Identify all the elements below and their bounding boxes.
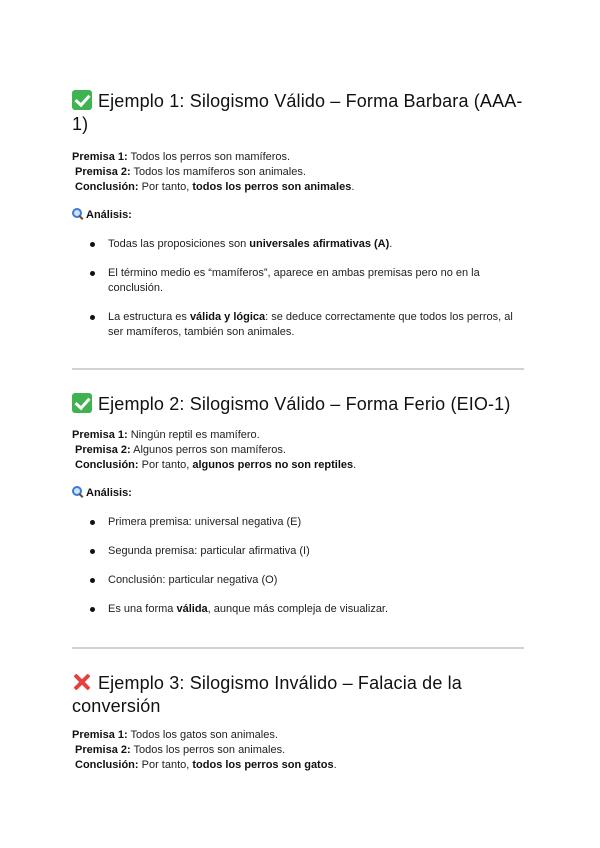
premise-2: Premisa 2: Algunos perros son mamíferos. — [75, 444, 286, 456]
list-item: Todas las proposiciones son universales afirmativas (A). — [72, 237, 524, 252]
premise-2: Premisa 2: Todos los mamíferos son animales. — [75, 166, 306, 178]
conclusion: Conclusión: Por tanto, todos los perros son animales. — [75, 181, 355, 193]
premise-1: Premisa 1: Ningún reptil es mamífero. — [72, 429, 260, 441]
example-3-section — [72, 672, 524, 773]
example-1-premises — [72, 150, 524, 195]
list-item: Es una forma válida, aunque más compleja de visualizar. — [72, 602, 524, 617]
example-1-title: Ejemplo 1: Silogismo Válido – Forma Barbara (AAA-1) — [72, 91, 523, 134]
list-item: Segunda premisa: particular afirmativa (I) — [72, 544, 524, 559]
example-3-premises — [72, 728, 524, 773]
example-2-premises — [72, 428, 524, 473]
premise-1: Premisa 1: Todos los gatos son animales. — [72, 729, 278, 741]
conclusion: Conclusión: Por tanto, todos los perros son gatos. — [75, 759, 337, 771]
analysis-list — [72, 237, 524, 340]
premise-1: Premisa 1: Todos los perros son mamíferos. — [72, 151, 291, 163]
magnifying-glass-icon — [72, 486, 83, 497]
example-1-section — [72, 90, 524, 340]
conclusion: Conclusión: Por tanto, algunos perros no son reptiles. — [75, 459, 357, 471]
section-divider — [72, 368, 524, 370]
list-item: Primera premisa: universal negativa (E) — [72, 515, 524, 530]
cross-mark-icon — [72, 672, 92, 692]
list-item: Conclusión: particular negativa (O) — [72, 573, 524, 588]
example-2-section — [72, 393, 524, 617]
analysis-list — [72, 515, 524, 617]
example-2-title: Ejemplo 2: Silogismo Válido – Forma Ferio (EIO-1) — [72, 393, 524, 416]
list-item: La estructura es válida y lógica: se deduce correctamente que todos los perros, al ser mamíferos, también son animales. — [72, 310, 524, 340]
example-3-title: Ejemplo 3: Silogismo Inválido – Falacia de la conversión — [72, 673, 462, 716]
list-item: El término medio es “mamíferos”, aparece en ambas premisas pero no en la conclusión. — [72, 266, 524, 296]
premise-2: Premisa 2: Todos los perros son animales. — [75, 744, 286, 756]
analysis-heading: Análisis: — [72, 208, 524, 223]
check-mark-icon — [72, 393, 92, 413]
section-divider — [72, 647, 524, 649]
analysis-heading: Análisis: — [72, 486, 524, 501]
magnifying-glass-icon — [72, 208, 83, 219]
check-mark-icon — [72, 90, 92, 110]
